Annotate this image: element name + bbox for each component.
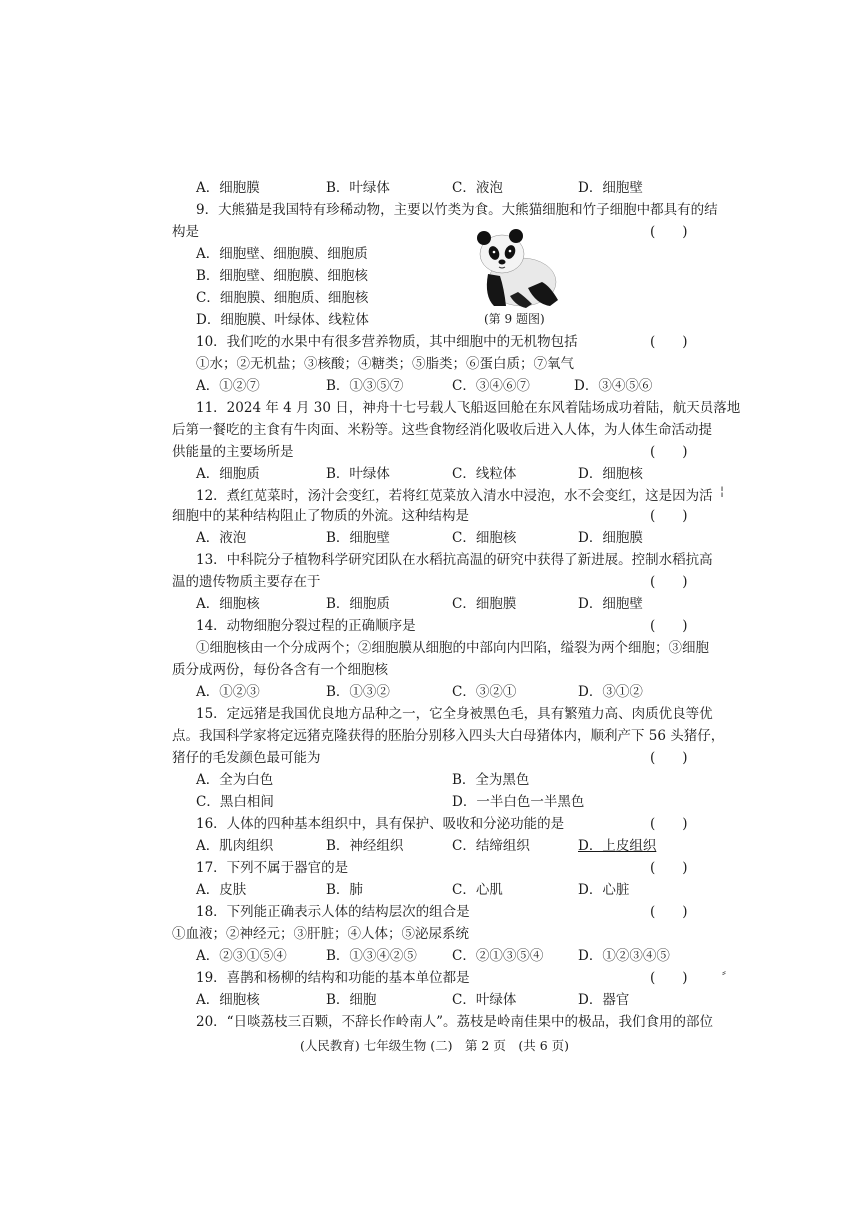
q13-option-a: A．细胞核	[196, 596, 260, 612]
q13-stem-line2: 温的遗传物质主要存在于	[172, 574, 321, 590]
q18-option-a: A．②③①⑤④	[196, 948, 287, 964]
q18-stem-line1: 18．下列能正确表示人体的结构层次的组合是	[196, 904, 470, 920]
q18-stem-line2: ①血液；②神经元；③肝脏；④人体；⑤泌尿系统	[172, 926, 469, 942]
q10-option-c: C．③④⑥⑦	[452, 378, 530, 394]
q11-option-b: B．叶绿体	[326, 466, 390, 482]
q8-option-d: D．细胞壁	[578, 180, 643, 196]
q15-stem-line3: 猪仔的毛发颜色最可能为	[172, 750, 321, 766]
q11-stem-line1: 11．2024 年 4 月 30 日，神舟十七号载人飞船返回舱在东风着陆场成功着陆，航天员落地	[196, 400, 741, 416]
q14-stem-line3: 质分成两份，每份各含有一个细胞核	[172, 662, 388, 678]
q11-option-a: A．细胞质	[196, 466, 260, 482]
q15-option-c: C．黑白相间	[196, 794, 274, 810]
q13-option-c: C．细胞膜	[452, 596, 517, 612]
q20-stem-line1: 20．“日啖荔枝三百颗，不辞长作岭南人”。荔枝是岭南佳果中的极品，我们食用的部位	[196, 1014, 713, 1030]
q19-option-c: C．叶绿体	[452, 992, 517, 1008]
q17-option-d: D．心脏	[578, 882, 630, 898]
q10-answer-paren: ( )	[650, 334, 688, 350]
q18-answer-paren: ( )	[650, 904, 688, 920]
panda-figure	[470, 226, 562, 310]
q11-answer-paren: ( )	[650, 444, 688, 460]
q18-option-c: C．②①③⑤④	[452, 948, 544, 964]
q9-option-a: A．细胞壁、细胞膜、细胞质	[196, 246, 368, 262]
q17-option-a: A．皮肤	[196, 882, 247, 898]
q14-option-b: B．①③②	[326, 684, 390, 700]
q10-option-b: B．①③⑤⑦	[326, 378, 404, 394]
q10-stem-line1: 10．我们吃的水果中有很多营养物质，其中细胞中的无机物包括	[196, 334, 578, 350]
q15-answer-paren: ( )	[650, 750, 688, 766]
scan-mark: ¦	[720, 484, 725, 498]
q16-stem-line1: 16．人体的四种基本组织中，具有保护、吸收和分泌功能的是	[196, 816, 565, 832]
q14-option-a: A．①②③	[196, 684, 260, 700]
q8-option-b: B．叶绿体	[326, 180, 390, 196]
q19-option-b: B．细胞	[326, 992, 377, 1008]
q16-option-d: D．上皮组织	[578, 838, 657, 854]
q12-option-c: C．细胞核	[452, 530, 517, 546]
q9-stem-line2: 构是	[172, 224, 199, 240]
q15-option-b: B．全为黑色	[452, 772, 530, 788]
q18-option-d: D．①②③④⑤	[578, 948, 670, 964]
q13-option-d: D．细胞壁	[578, 596, 643, 612]
q16-option-c: C．结缔组织	[452, 838, 530, 854]
q16-answer-paren: ( )	[650, 816, 688, 832]
q13-stem-line1: 13．中科院分子植物科学研究团队在水稻抗高温的研究中获得了新进展。控制水稻抗高	[196, 552, 713, 568]
q17-stem-line1: 17．下列不属于器官的是	[196, 860, 349, 876]
q10-stem-line2: ①水；②无机盐；③核酸；④糖类；⑤脂类；⑥蛋白质；⑦氧气	[196, 356, 574, 372]
q19-stem-line1: 19．喜鹊和杨柳的结构和功能的基本单位都是	[196, 970, 470, 986]
q17-option-c: C．心肌	[452, 882, 503, 898]
q15-stem-line1: 15．定远猪是我国优良地方品种之一，它全身被黑色毛，具有繁殖力高、肉质优良等优	[196, 706, 713, 722]
q19-option-d: D．器官	[578, 992, 630, 1008]
q16-option-b: B．神经组织	[326, 838, 404, 854]
q9-option-d: D．细胞膜、叶绿体、线粒体	[196, 312, 369, 328]
q15-option-d: D．一半白色一半黑色	[452, 794, 585, 810]
q13-answer-paren: ( )	[650, 574, 688, 590]
q16-option-a: A．肌肉组织	[196, 838, 274, 854]
scan-mark: ⸗	[722, 965, 726, 979]
q17-option-b: B．肺	[326, 882, 363, 898]
q19-answer-paren: ( )	[650, 970, 688, 986]
q8-option-c: C．液泡	[452, 180, 503, 196]
q14-option-c: C．③②①	[452, 684, 517, 700]
q9-answer-paren: ( )	[650, 224, 688, 240]
q15-option-a: A．全为白色	[196, 772, 274, 788]
q12-option-b: B．细胞壁	[326, 530, 390, 546]
q11-option-c: C．线粒体	[452, 466, 517, 482]
q14-answer-paren: ( )	[650, 618, 688, 634]
q9-stem-line1: 9．大熊猫是我国特有珍稀动物，主要以竹类为食。大熊猫细胞和竹子细胞中都具有的结	[196, 202, 718, 218]
q13-option-b: B．细胞质	[326, 596, 390, 612]
page-footer: (人民教育) 七年级生物 (二) 第 2 页 (共 6 页)	[300, 1038, 570, 1053]
q10-option-d: D．③④⑤⑥	[574, 378, 653, 394]
q14-option-d: D．③①②	[578, 684, 643, 700]
q14-stem-line2: ①细胞核由一个分成两个；②细胞膜从细胞的中部向内凹陷，缢裂为两个细胞；③细胞	[196, 640, 709, 656]
q15-stem-line2: 点。我国科学家将定远猪克隆获得的胚胎分别移入四头大白母猪体内，顺利产下 56 头猪仔，	[172, 728, 725, 744]
q12-option-a: A．液泡	[196, 530, 247, 546]
q9-option-c: C．细胞膜、细胞质、细胞核	[196, 290, 369, 306]
q12-stem-line2: 细胞中的某种结构阻止了物质的外流。这种结构是	[172, 508, 469, 524]
q14-stem-line1: 14．动物细胞分裂过程的正确顺序是	[196, 618, 416, 634]
q11-stem-line3: 供能量的主要场所是	[172, 444, 294, 460]
q19-option-a: A．细胞核	[196, 992, 260, 1008]
q10-option-a: A．①②⑦	[196, 378, 260, 394]
q18-option-b: B．①③④②⑤	[326, 948, 417, 964]
q9-figure-caption: (第 9 题图)	[484, 312, 545, 326]
q8-option-a: A．细胞膜	[196, 180, 260, 196]
q11-option-d: D．细胞核	[578, 466, 643, 482]
q12-option-d: D．细胞膜	[578, 530, 643, 546]
q9-option-b: B．细胞壁、细胞膜、细胞核	[196, 268, 368, 284]
q11-stem-line2: 后第一餐吃的主食有牛肉面、米粉等。这些食物经消化吸收后进入人体，为人体生命活动提	[172, 422, 712, 438]
q12-stem-line1: 12．煮红苋菜时，汤汁会变红，若将红苋菜放入清水中浸泡，水不会变红，这是因为活	[196, 488, 713, 504]
q17-answer-paren: ( )	[650, 860, 688, 876]
q12-answer-paren: ( )	[650, 508, 688, 524]
